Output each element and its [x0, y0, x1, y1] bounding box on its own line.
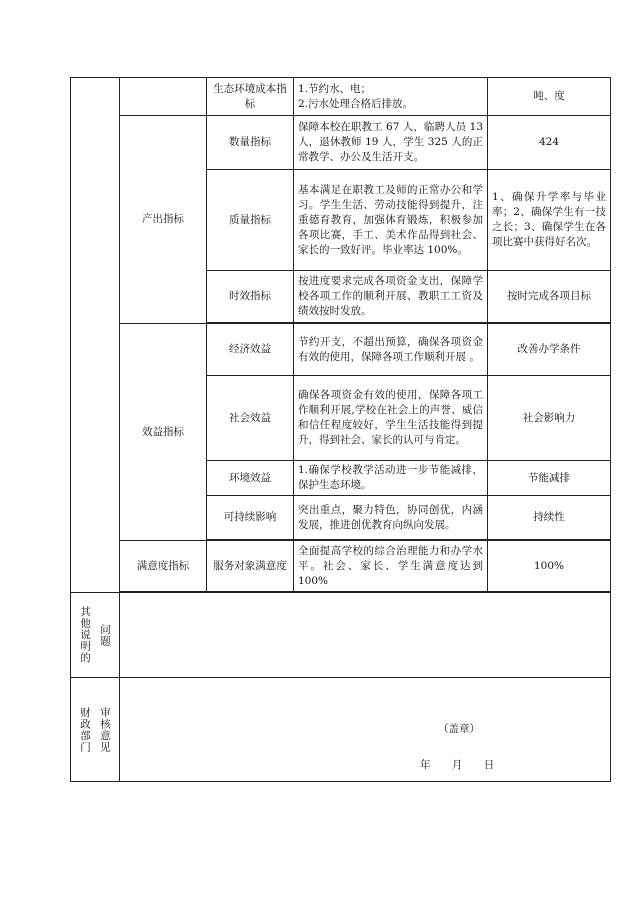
- social-benefit-value: 社会影响力: [488, 376, 611, 461]
- timeliness-indicator-label: 时效指标: [207, 271, 294, 323]
- satisfaction-label: 服务对象满意度: [207, 541, 294, 592]
- social-benefit-content: 确保各项资金有效的使用，保障各项工作顺利开展,学校在社会上的声誉、威信和信任程度较好，学生生活技能得到提升，得到社会、家长的认可与肯定。: [294, 376, 488, 461]
- performance-table-page: [70, 77, 610, 782]
- sustainability-content: 突出重点，聚力特色，协同创优，内涵发展，推进创优教育向纵向发展。: [294, 496, 488, 540]
- eco-line-1: 1.节约水、电；: [298, 82, 372, 95]
- sustainability-value: 持续性: [488, 496, 611, 540]
- date-month: 月: [451, 759, 463, 771]
- quantity-value: 424: [488, 116, 611, 170]
- finance-review-content: [120, 678, 611, 782]
- table-row: [71, 116, 611, 170]
- economic-benefit-content: 节约开支，不超出预算，确保各项资金有效的使用，保障各项工作顺利开展 。: [294, 324, 488, 376]
- quality-content: 基本满足在职教工及师的正常办公和学习。学生生活、劳动技能得到提升，注重德育教育，加强体育锻炼，积极参加各项比赛，手工、美术作品得到社会、家长的一致好评。毕业率达 100%。: [294, 170, 488, 271]
- other-label-col2: 问题: [99, 623, 111, 647]
- quality-value: 1、确保升学率与毕业率；2、确保学生有一技之长；3、确保学生在各项比赛中获得好名次。: [488, 170, 611, 271]
- timeliness-value: 按时完成各项目标: [488, 271, 611, 323]
- finance-label-col2: 审核意见: [99, 706, 111, 753]
- social-benefit-label: 社会效益: [207, 376, 294, 461]
- other-label-col1: 其他说明的: [79, 606, 91, 664]
- seal-text: （盖章）: [438, 723, 480, 735]
- level1-indicator-cell: [71, 78, 120, 593]
- satisfaction-content: 全面提高学校的综合治理能力和办学水平。社会、家长、学生满意度达到 100%: [294, 541, 488, 592]
- date-line: [420, 758, 512, 773]
- table-row: [71, 593, 611, 678]
- satisfaction-value: 100%: [488, 541, 611, 592]
- environment-benefit-value: 节能减排: [488, 461, 611, 496]
- timeliness-content: 按进度要求完成各项资金支出，保障学校各项工作的顺利开展、教职工工资及绩效按时发放。: [294, 271, 488, 323]
- quantity-content: 保障本校在职教工 67 人，临聘人员 13 人，退休教师 19 人，学生 325 人的正常教学、办公及生活开支。: [294, 116, 488, 170]
- other-notes-label: [71, 593, 120, 678]
- quantity-indicator-label: 数量指标: [207, 116, 294, 170]
- eco-cost-content: [294, 78, 488, 116]
- eco-cost-indicator-label: 生态环境成本指标: [207, 78, 294, 116]
- benefit-indicator-group: 效益指标: [120, 324, 207, 541]
- environment-benefit-content: 1.确保学校教学活动进一步节能减排，保护生态环境。: [294, 461, 488, 496]
- table-row: [71, 78, 611, 116]
- level2-indicator-cell: [120, 78, 207, 116]
- table-row: [71, 324, 611, 376]
- table-row: [71, 678, 611, 782]
- other-notes-content: [120, 593, 611, 678]
- environment-benefit-label: 环境效益: [207, 461, 294, 496]
- output-indicator-group: 产出指标: [120, 116, 207, 324]
- performance-indicator-table: [70, 77, 611, 782]
- quality-indicator-label: 质量指标: [207, 170, 294, 271]
- finance-review-label: [71, 678, 120, 782]
- table-row: [71, 541, 611, 592]
- date-day: 日: [483, 759, 495, 771]
- eco-cost-value: 吨、度: [488, 78, 611, 116]
- satisfaction-indicator-group: 满意度指标: [120, 541, 207, 592]
- eco-line-2: 2.污水处理合格后排放。: [298, 97, 414, 110]
- economic-benefit-label: 经济效益: [207, 324, 294, 376]
- date-year: 年: [420, 759, 431, 771]
- finance-label-col1: 财政部门: [79, 706, 91, 753]
- sustainability-label: 可持续影响: [207, 496, 294, 540]
- economic-benefit-value: 改善办学条件: [488, 324, 611, 376]
